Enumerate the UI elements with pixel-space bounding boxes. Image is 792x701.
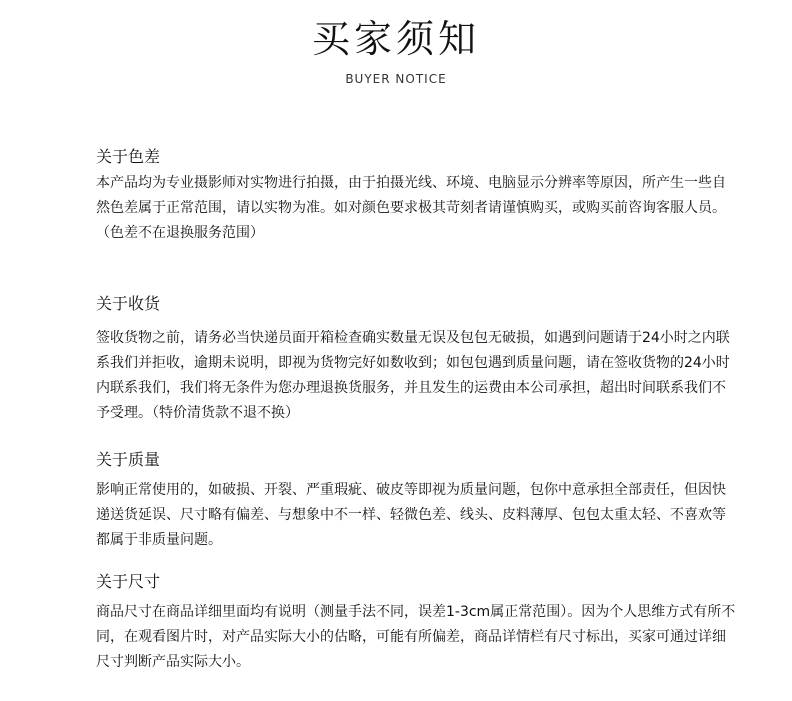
- section-body: 商品尺寸在商品详细里面均有说明（测量手法不同，误差1-3cm属正常范围）。因为个人思维方式有所不同，在观看图片时，对产品实际大小的估略，可能有所偏差，商品详情栏有尺寸标出，买家可通过详细尺寸判断产品实际大小。: [96, 604, 736, 670]
- section-title: 关于收货: [96, 294, 161, 313]
- section-body: 影响正常使用的，如破损、开裂、严重瑕疵、破皮等即视为质量问题，包你中意承担全部责任，但因快递送货延误、尺寸略有偏差、与想象中不一样、轻微色差、线头、皮料薄厚、包包太重太轻、不喜欢等都属于非质量问题。: [96, 482, 726, 548]
- section-title: 关于尺寸: [96, 572, 161, 591]
- page-subtitle: BUYER NOTICE: [345, 72, 447, 86]
- section-body: 签收货物之前，请务必当快递员面开箱检查确实数量无误及包包无破损，如遇到问题请于24小时之内联系我们并拒收，逾期未说明，即视为货物完好如数收到；如包包遇到质量问题，请在签收货物的24小时内联系我们，我们将无条件为您办理退换货服务，并且发生的运费由本公司承担，超出时间联系我们不予受理。（特价清货款不退不换）: [96, 330, 730, 421]
- section-body: 本产品均为专业摄影师对实物进行拍摄，由于拍摄光线、环境、电脑显示分辨率等原因，所产生一些自然色差属于正常范围，请以实物为准。如对颜色要求极其苛刻者请谨慎购买，或购买前咨询客服人员。（色差不在退换服务范围）: [96, 175, 726, 241]
- section-quality: [96, 448, 736, 553]
- section-title: 关于色差: [96, 147, 161, 166]
- section-receiving: [96, 292, 736, 426]
- section-size: [96, 570, 736, 675]
- section-title: 关于质量: [96, 450, 161, 469]
- page-title: 买家须知: [311, 17, 480, 61]
- section-color-difference: [96, 145, 736, 246]
